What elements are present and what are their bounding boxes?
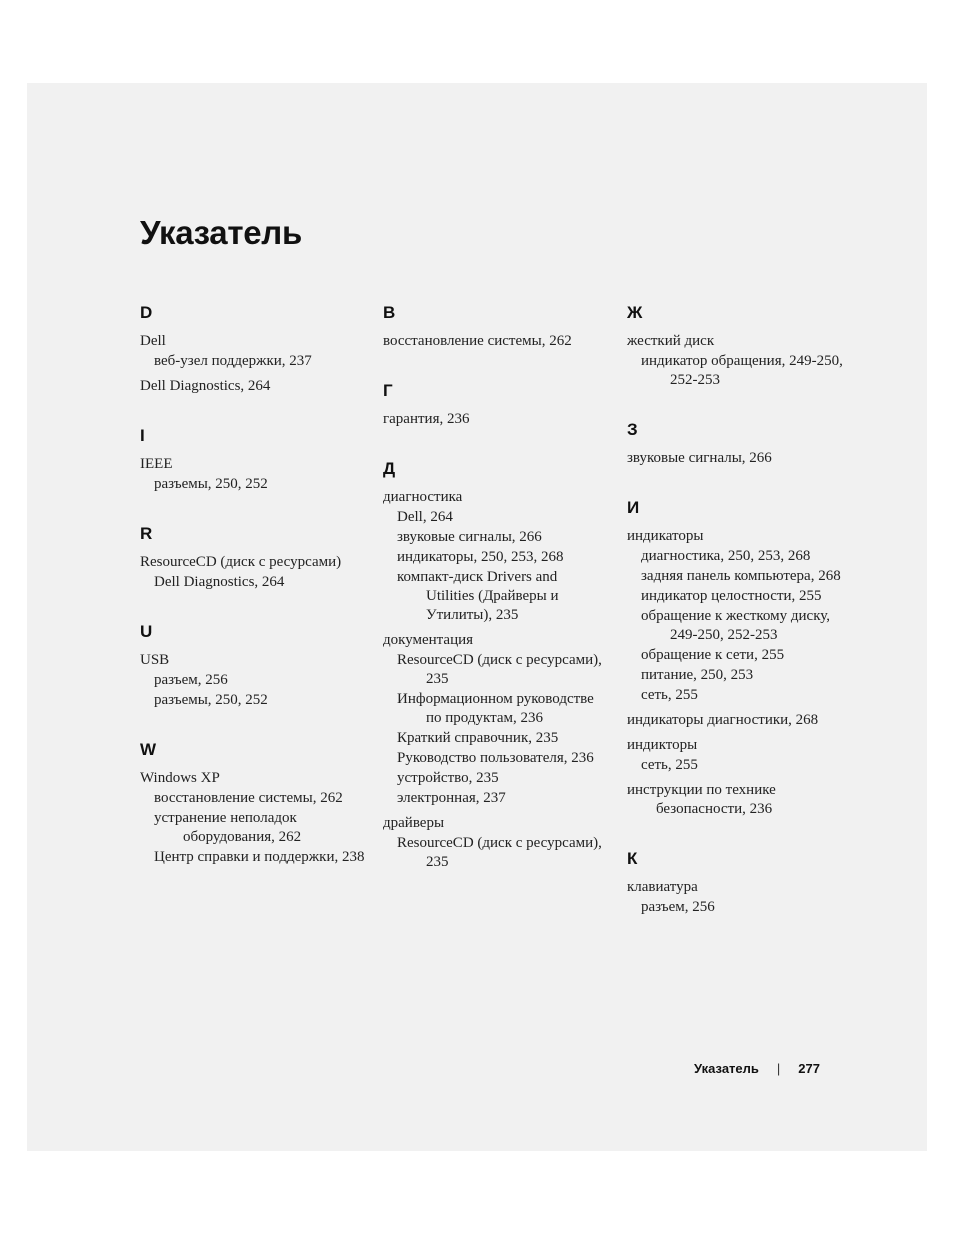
index-entry [627, 449, 852, 468]
index-section [140, 303, 365, 396]
index-entry [383, 488, 608, 625]
index-section [627, 849, 852, 917]
entry-subterm: восстановление системы, 262 [154, 790, 343, 806]
index-entry [627, 736, 852, 775]
entry-main-term: ResourceCD (диск с ресурсами) [140, 554, 342, 570]
index-entry [140, 553, 365, 592]
index-section [140, 622, 365, 710]
entry-subterm: Руководство пользователя, 236 [397, 750, 594, 766]
section-letter: К [627, 849, 638, 868]
index-entry [627, 332, 852, 390]
entry-main-term: диагностика [383, 489, 463, 505]
section-letter: И [627, 498, 640, 517]
entry-main-term: индикаторы [627, 528, 704, 544]
section-letter: З [627, 420, 638, 439]
entry-subterm: индикаторы, 250, 253, 268 [397, 549, 564, 565]
index-entry [627, 781, 852, 819]
page-number: 277 [798, 1061, 820, 1076]
index-section [140, 740, 365, 867]
entry-subterm: электронная, 237 [397, 790, 506, 806]
index-entry [383, 332, 608, 351]
section-letter: D [140, 303, 153, 322]
index-section [140, 524, 365, 592]
entry-main-term: индикторы [627, 737, 698, 753]
entry-subterm: ResourceCD (диск с ресурсами), 235 [397, 652, 602, 687]
section-letter: W [140, 740, 157, 759]
entry-main-term: восстановление системы, 262 [383, 333, 572, 349]
entry-subterm: задняя панель компьютера, 268 [641, 568, 841, 584]
footer-separator: | [776, 1061, 781, 1076]
entry-subterm: Краткий справочник, 235 [397, 730, 559, 746]
section-letter: Д [383, 459, 396, 478]
entry-subterm: Центр справки и поддержки, 238 [154, 849, 365, 865]
index-entry [383, 631, 608, 808]
entry-subterm: разъем, 256 [154, 672, 228, 688]
entry-subterm: индикатор обращения, 249-250, 252-253 [641, 353, 843, 388]
entry-subterm: обращение к жесткому диску, 249-250, 252-253 [641, 608, 831, 643]
entry-subterm: питание, 250, 253 [641, 667, 754, 683]
entry-subterm: сеть, 255 [641, 687, 698, 703]
index-entry [140, 332, 365, 371]
section-letter: Ж [627, 303, 643, 322]
index-entry [383, 410, 608, 429]
entry-main-term: IEEE [140, 456, 173, 472]
section-letter: Г [383, 381, 393, 400]
index-entry [140, 455, 365, 494]
index-entry [140, 651, 365, 710]
entry-main-term: звуковые сигналы, 266 [627, 450, 772, 466]
index-column-1 [140, 303, 365, 897]
index-section [140, 426, 365, 494]
index-column-2 [383, 303, 608, 902]
entry-subterm: Информационном руководстве по продуктам, 236 [397, 691, 594, 726]
entry-main-term: Windows XP [140, 770, 220, 786]
entry-subterm: сеть, 255 [641, 757, 698, 773]
entry-main-term: Dell Diagnostics, 264 [140, 378, 271, 394]
entry-main-term: USB [140, 652, 170, 668]
index-section [383, 303, 608, 351]
entry-subterm: звуковые сигналы, 266 [397, 529, 542, 545]
entry-subterm: Dell Diagnostics, 264 [154, 574, 285, 590]
entry-subterm: разъемы, 250, 252 [154, 692, 268, 708]
entry-main-term: Dell [140, 333, 166, 349]
entry-subterm: устранение неполадок оборудования, 262 [154, 810, 302, 845]
section-letter: I [140, 426, 145, 445]
index-section [383, 381, 608, 429]
footer-label: Указатель [694, 1061, 759, 1076]
section-letter: U [140, 622, 153, 641]
index-entry [140, 769, 365, 867]
entry-subterm: Dell, 264 [397, 509, 453, 525]
index-entry [383, 814, 608, 872]
entry-main-term: документация [383, 632, 474, 648]
entry-main-term: инструкции по технике безопасности, 236 [627, 782, 776, 817]
index-column-3 [627, 303, 852, 947]
entry-main-term: драйверы [383, 815, 445, 831]
section-letter: R [140, 524, 153, 543]
entry-subterm: устройство, 235 [397, 770, 499, 786]
index-section [383, 459, 608, 872]
index-section [627, 420, 852, 468]
entry-subterm: компакт-диск Drivers and Utilities (Драйверы и Утилиты), 235 [397, 569, 559, 623]
index-entry [627, 878, 852, 917]
index-section [627, 303, 852, 390]
entry-subterm: диагностика, 250, 253, 268 [641, 548, 811, 564]
entry-subterm: обращение к сети, 255 [641, 647, 785, 663]
index-section [627, 498, 852, 819]
entry-subterm: ResourceCD (диск с ресурсами), 235 [397, 835, 602, 870]
entry-subterm: разъемы, 250, 252 [154, 476, 268, 492]
index-entry [627, 527, 852, 705]
section-letter: В [383, 303, 396, 322]
page-footer [694, 1061, 820, 1076]
entry-main-term: индикаторы диагностики, 268 [627, 712, 819, 728]
entry-main-term: гарантия, 236 [383, 411, 470, 427]
entry-main-term: клавиатура [627, 879, 698, 895]
entry-main-term: жесткий диск [627, 333, 715, 349]
index-entry [627, 711, 852, 730]
entry-subterm: индикатор целостности, 255 [641, 588, 822, 604]
entry-subterm: веб-узел поддержки, 237 [154, 353, 312, 369]
page-title: Указатель [140, 214, 302, 251]
entry-subterm: разъем, 256 [641, 899, 715, 915]
index-entry [140, 377, 365, 396]
